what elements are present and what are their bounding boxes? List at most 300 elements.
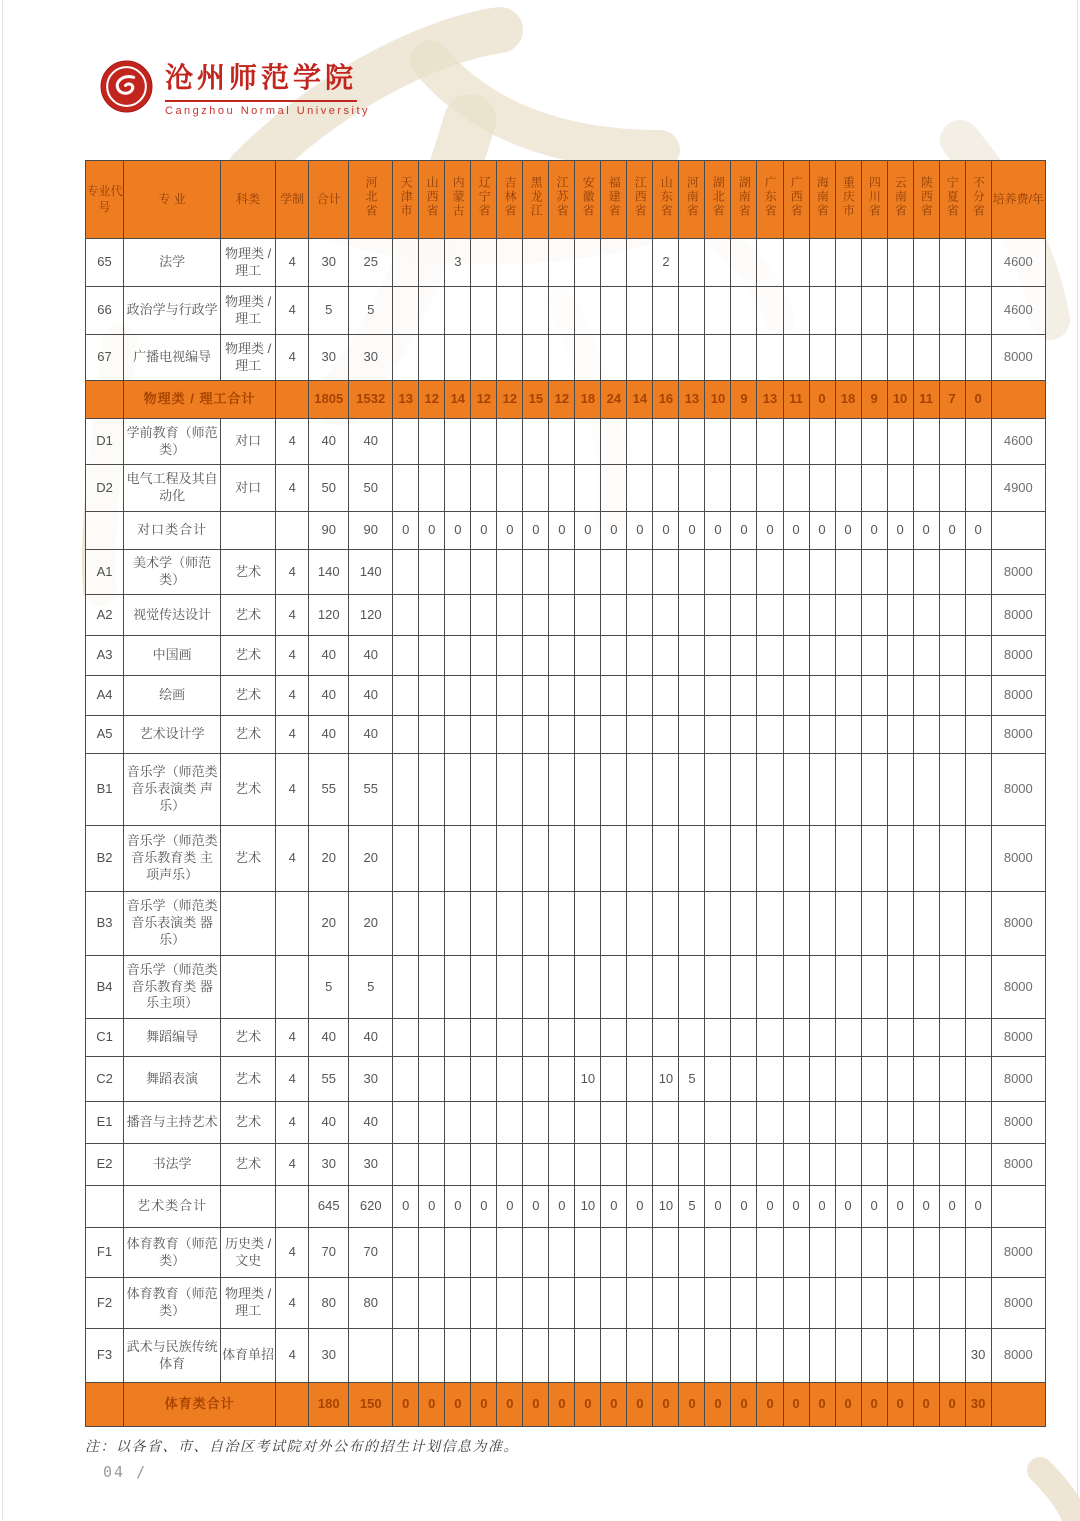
province-count: 25 [349,239,393,287]
major-code: D2 [86,465,124,512]
university-emblem-icon [100,60,153,113]
province-count [497,419,523,465]
province-count [679,716,705,754]
province-count [913,1329,939,1383]
province-count [601,716,627,754]
province-count [939,595,965,636]
total-count: 140 [309,550,349,595]
province-count [705,595,731,636]
province-count [705,636,731,676]
province-count [601,239,627,287]
province-count [601,1278,627,1329]
total-count: 40 [309,716,349,754]
province-count [861,716,887,754]
province-count [445,1057,471,1102]
province-count: 9 [731,381,757,419]
province-count: 10 [887,381,913,419]
province-count [653,1329,679,1383]
province-count [835,287,861,335]
province-count [731,1144,757,1186]
province-count [393,1144,419,1186]
subject-category: 艺术 [221,550,276,595]
province-count [549,1144,575,1186]
province-count: 70 [349,1228,393,1278]
province-count [913,754,939,826]
province-count: 0 [887,1383,913,1427]
province-count [835,419,861,465]
province-count [861,1019,887,1057]
province-count [549,595,575,636]
province-count [601,676,627,716]
column-header-label: 江西省 [633,176,648,219]
province-count [731,636,757,676]
province-count [679,1228,705,1278]
total-count: 40 [309,419,349,465]
province-count: 0 [783,512,809,550]
tuition-fee: 8000 [991,1144,1045,1186]
province-count: 10 [653,1057,679,1102]
province-count [835,1019,861,1057]
province-count [653,335,679,381]
province-count [549,1102,575,1144]
province-count [861,1329,887,1383]
province-count [679,1019,705,1057]
province-count [965,239,991,287]
sum-label: 对口类合计 [124,512,221,550]
province-count: 40 [349,419,393,465]
province-count [861,636,887,676]
province-count [939,1102,965,1144]
province-count [731,239,757,287]
major-code [86,381,124,419]
duration: 4 [276,1144,309,1186]
province-count [757,595,783,636]
province-count [471,826,497,892]
province-count [445,716,471,754]
province-count [913,1144,939,1186]
duration: 4 [276,465,309,512]
province-count [757,826,783,892]
province-count [757,335,783,381]
province-count [887,239,913,287]
province-count [809,335,835,381]
province-count [575,419,601,465]
province-count: 13 [679,381,705,419]
total-count: 70 [309,1228,349,1278]
province-count [497,636,523,676]
province-count [809,1228,835,1278]
tuition-fee: 8000 [991,956,1045,1019]
province-count [705,465,731,512]
province-count [627,1057,653,1102]
province-count [809,826,835,892]
province-count [835,826,861,892]
province-count: 14 [445,381,471,419]
province-count [887,595,913,636]
province-count: 18 [575,381,601,419]
province-count: 18 [835,381,861,419]
province-count: 0 [601,512,627,550]
tuition-fee: 8000 [991,1019,1045,1057]
province-count [965,287,991,335]
province-count: 40 [349,1019,393,1057]
province-count [471,1102,497,1144]
major-name: 书法学 [124,1144,221,1186]
province-count [523,1144,549,1186]
province-count [627,716,653,754]
province-count [627,676,653,716]
province-count [549,826,575,892]
province-count [549,676,575,716]
province-count: 30 [965,1383,991,1427]
column-header-label: 广西省 [789,176,804,219]
province-count [471,550,497,595]
province-count [939,465,965,512]
province-count [393,419,419,465]
province-count [783,1228,809,1278]
province-count [471,1329,497,1383]
major-code: D1 [86,419,124,465]
province-count [679,595,705,636]
province-count [549,1057,575,1102]
major-code [86,1383,124,1427]
province-count [601,335,627,381]
province-count [757,956,783,1019]
province-count [471,287,497,335]
province-count [913,676,939,716]
province-count: 0 [887,512,913,550]
province-count [601,1228,627,1278]
total-count: 20 [309,892,349,956]
province-count [705,1278,731,1329]
province-count [627,1102,653,1144]
province-count: 0 [445,1186,471,1228]
province-count [913,595,939,636]
province-count: 150 [349,1383,393,1427]
province-count [445,1329,471,1383]
major-row [86,465,1046,512]
province-count [549,419,575,465]
province-count [653,754,679,826]
province-count [497,1019,523,1057]
province-count: 0 [523,1186,549,1228]
province-count [887,287,913,335]
province-count: 0 [705,1383,731,1427]
province-count [809,676,835,716]
province-count [575,754,601,826]
province-count [913,956,939,1019]
province-count [705,754,731,826]
total-count: 30 [309,239,349,287]
province-count [705,1329,731,1383]
subject-category: 艺术 [221,1102,276,1144]
duration [276,1383,309,1427]
province-count [939,239,965,287]
province-count [783,335,809,381]
province-count [835,892,861,956]
major-code: A3 [86,636,124,676]
major-name: 音乐学（师范类 音乐教育类 主项声乐） [124,826,221,892]
province-count [731,1102,757,1144]
total-count: 5 [309,956,349,1019]
province-count [393,892,419,956]
province-count [861,956,887,1019]
duration: 4 [276,550,309,595]
province-count: 11 [783,381,809,419]
province-count: 55 [349,754,393,826]
major-row [86,1019,1046,1057]
subject-category: 艺术 [221,636,276,676]
province-count [965,1228,991,1278]
province-count [705,1228,731,1278]
province-count [757,1228,783,1278]
province-count [471,1144,497,1186]
province-count [783,716,809,754]
major-name: 体育教育（师范类） [124,1278,221,1329]
province-count [757,1019,783,1057]
province-count [601,1329,627,1383]
province-count [705,287,731,335]
province-count: 0 [705,1186,731,1228]
province-count: 0 [861,1186,887,1228]
tuition-fee: 4600 [991,287,1045,335]
major-code: 66 [86,287,124,335]
province-count [419,826,445,892]
province-count [393,754,419,826]
province-count [965,892,991,956]
tuition-fee: 8000 [991,1102,1045,1144]
province-count [939,419,965,465]
major-name: 绘画 [124,676,221,716]
province-count [757,716,783,754]
province-count: 0 [627,512,653,550]
province-count [497,335,523,381]
major-name: 广播电视编导 [124,335,221,381]
province-count [965,1102,991,1144]
major-row [86,826,1046,892]
province-count [783,956,809,1019]
subject-category [221,512,276,550]
province-count [419,1144,445,1186]
province-count [393,956,419,1019]
sum-row [86,512,1046,550]
province-count [913,419,939,465]
tuition-fee: 8000 [991,595,1045,636]
province-count: 0 [549,1186,575,1228]
province-count [705,419,731,465]
duration: 4 [276,1019,309,1057]
province-count [809,754,835,826]
total-count: 180 [309,1383,349,1427]
tuition-fee: 8000 [991,754,1045,826]
province-count: 24 [601,381,627,419]
province-count [627,1329,653,1383]
province-count [445,465,471,512]
province-count [939,1278,965,1329]
province-count [627,1278,653,1329]
duration [276,381,309,419]
column-header-25 [861,161,887,239]
total-count: 40 [309,636,349,676]
duration: 4 [276,1278,309,1329]
province-count: 12 [419,381,445,419]
province-count [445,595,471,636]
province-count [393,636,419,676]
footnote: 注：以各省、市、自治区考试院对外公布的招生计划信息为准。 [85,1439,519,1455]
province-count [523,1057,549,1102]
tuition-fee: 8000 [991,335,1045,381]
major-name: 武术与民族传统体育 [124,1329,221,1383]
province-count [861,676,887,716]
province-count [913,1278,939,1329]
tuition-fee: 8000 [991,676,1045,716]
province-count [471,239,497,287]
province-count [653,1278,679,1329]
table-body [86,239,1046,1427]
duration [276,512,309,550]
province-count [575,1278,601,1329]
province-count: 0 [757,1383,783,1427]
province-count [835,1228,861,1278]
province-count [887,1102,913,1144]
province-count [471,1228,497,1278]
major-row [86,676,1046,716]
province-count [575,1102,601,1144]
duration: 4 [276,1329,309,1383]
province-count [523,716,549,754]
province-count [653,956,679,1019]
province-count [887,676,913,716]
major-name: 政治学与行政学 [124,287,221,335]
province-count [445,1228,471,1278]
duration: 4 [276,239,309,287]
major-row [86,287,1046,335]
major-row [86,1228,1046,1278]
duration: 4 [276,1057,309,1102]
tuition-fee: 8000 [991,636,1045,676]
province-count [913,335,939,381]
province-count: 90 [349,512,393,550]
province-count: 0 [627,1383,653,1427]
province-count: 30 [349,335,393,381]
column-header-label: 湖南省 [737,176,752,219]
province-count [809,1278,835,1329]
province-count [497,956,523,1019]
tuition-fee: 8000 [991,716,1045,754]
column-header-12 [523,161,549,239]
major-name: 法学 [124,239,221,287]
province-count: 0 [601,1383,627,1427]
province-count [523,892,549,956]
province-count: 140 [349,550,393,595]
province-count [965,1144,991,1186]
province-count [783,1278,809,1329]
province-count [393,826,419,892]
province-count [627,335,653,381]
province-count [679,1329,705,1383]
province-count [679,636,705,676]
province-count [731,335,757,381]
tuition-fee [991,1383,1045,1427]
province-count [497,1329,523,1383]
province-count [809,1144,835,1186]
page-number: 04 / [103,1463,148,1481]
total-count: 120 [309,595,349,636]
province-count [965,676,991,716]
province-count [809,1057,835,1102]
province-count: 5 [679,1057,705,1102]
province-count [601,754,627,826]
province-count [783,1144,809,1186]
major-code: B1 [86,754,124,826]
total-count: 40 [309,1019,349,1057]
tuition-fee [991,1186,1045,1228]
column-header-17 [653,161,679,239]
province-count [627,1228,653,1278]
province-count [445,550,471,595]
province-count [783,465,809,512]
province-count: 2 [653,239,679,287]
province-count [445,1102,471,1144]
major-name: 体育教育（师范类） [124,1228,221,1278]
column-header-7 [393,161,419,239]
province-count [783,419,809,465]
province-count [523,676,549,716]
province-count [393,1228,419,1278]
province-count: 0 [549,1383,575,1427]
province-count [419,335,445,381]
sum-row [86,1186,1046,1228]
province-count [575,595,601,636]
province-count [809,595,835,636]
column-header-10 [471,161,497,239]
province-count [523,335,549,381]
column-header-label: 福建省 [607,176,622,219]
province-count [731,1228,757,1278]
university-name-block [165,56,370,117]
province-count [835,1329,861,1383]
column-header-3: 科类 [221,161,276,239]
major-name: 舞蹈编导 [124,1019,221,1057]
province-count [653,676,679,716]
province-count [783,1057,809,1102]
province-count [783,636,809,676]
province-count: 0 [861,512,887,550]
province-count: 0 [679,512,705,550]
province-count: 80 [349,1278,393,1329]
major-code [86,1186,124,1228]
column-header-label: 黑龙江 [529,176,544,219]
major-code: 65 [86,239,124,287]
province-count: 0 [783,1186,809,1228]
province-count [887,826,913,892]
province-count [731,465,757,512]
province-count [913,1228,939,1278]
column-header-label: 湖北省 [711,176,726,219]
province-count: 0 [913,512,939,550]
province-count [653,1144,679,1186]
province-count [601,287,627,335]
province-count [523,956,549,1019]
major-row [86,636,1046,676]
subject-category [221,1186,276,1228]
subject-category: 艺术 [221,1144,276,1186]
province-count [809,892,835,956]
province-count [445,287,471,335]
province-count [965,465,991,512]
tuition-fee: 8000 [991,1057,1045,1102]
province-count [523,550,549,595]
